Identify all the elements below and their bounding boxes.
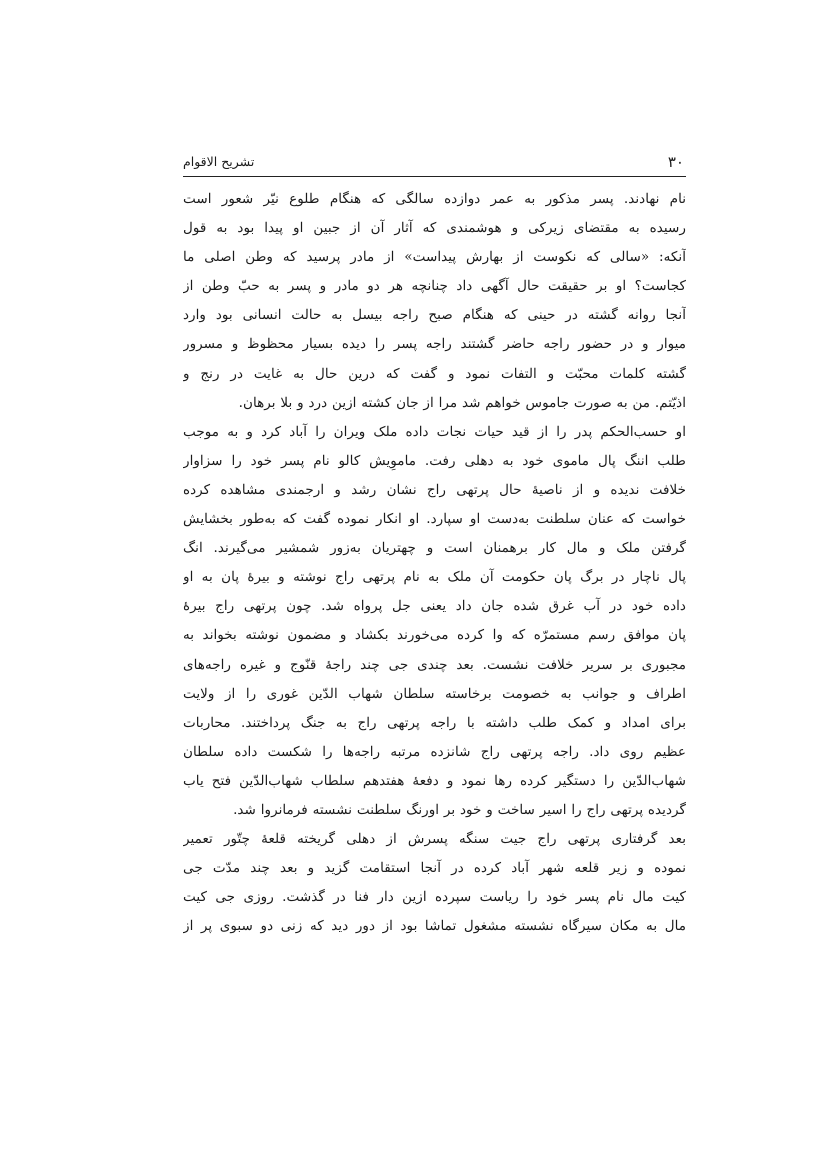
text-line: اذیّتم. من به صورت جاموس خواهم شد مرا از جان کشته ازین درد و بلا برهان. (238, 394, 686, 411)
text-line: طلب اننگ پال ماموی خود به دهلی رفت. ماموِیش کالو نام پسر خود را سزاوار (183, 452, 686, 469)
text-line: اطراف و جوانب به خصومت برخاسته سلطان شهاب الدّین غوری را از ولایت (183, 685, 686, 702)
text-line: میوار و در حضور راجه حاضر گشتند راجه پسر را دیده بسیار محظوظ و مسرور (183, 336, 686, 353)
text-line: خواست که عنان سلطنت به‌دست او سپارد. او انکار نموده گفت که به‌طور بخشایش (183, 511, 686, 528)
text-line: بعد گرفتاری پرتهی راج جیت سنگه پسرش از دهلی گریخته قلعهٔ چتّور تعمیر (183, 831, 686, 848)
text-line: گرفتن ملک و مال کار برهمنان است و چهتریان به‌زور شمشیر می‌گیرند. انگ (183, 540, 686, 557)
text-line: نام نهادند. پسر مذکور به عمر دوازده سالگی که هنگام طلوع نیّر شعور است (183, 191, 686, 207)
text-line: آنجا روانه گشته در حینی که هنگام صبح راجه بیسل به حالت انسانی بود وارد (183, 307, 686, 324)
text-line: برای امداد و کمک طلب داشته با راجه پرتهی راج به جنگ پرداختند. محاربات (183, 714, 686, 731)
header-divider (183, 176, 686, 177)
text-line: خلافت ندیده و از ناصیهٔ حال پرتهی راج نشان رشد و ارجمندی مشاهده کرده (183, 481, 686, 498)
text-line: گردیده پرتهی راج را اسیر ساخت و خود بر اورنگ سلطنت نشسته فرمانروا شد. (233, 801, 686, 818)
text-line: عظیم روی داد. راجه پرتهی راج شانزده مرتبه راجه‌ها را شکست داده سلطان (183, 743, 686, 760)
text-line: نموده و زیر قلعه شهر آباد کرده در آنجا استقامت گزید و بعد چند مدّت جی (183, 860, 686, 877)
text-line: پال ناچار در برگ پان حکومت آن ملک به نام پرتهی راج نوشته و بیرهٔ پان به او (183, 569, 686, 586)
page-number: ۳۰ (667, 153, 684, 171)
text-line: مال به مکان سیرگاه نشسته مشغول تماشا بود از دور دید که زنی دو سبوی پر از (183, 918, 686, 935)
text-line: داده خود در آب غرق شده جان داد یعنی جل پرواه شد. چون پرتهی راج بیرهٔ (183, 598, 686, 615)
text-line: رسیده به مقتضای زیرکی و هوشمندی که آثار آن از جبین او پیدا بود به قول (183, 220, 686, 237)
text-line: پان موافق رسم مستمرّه که وا کرده می‌خورند بکشاد و مضمون نوشته بخواند به (183, 627, 686, 644)
text-line: شهاب‌الدّین را دستگیر کرده رها نمود و دفعهٔ هفتدهم سلطاب شهاب‌الدّین فتح یاب (183, 772, 686, 789)
page-header (183, 147, 686, 177)
text-line: کجاست؟ او بر حقیقت حال آگهی داد چنانچه هر دو مادر و پسر به حبّ وطن از (183, 278, 686, 295)
text-line: کیت مال نام پسر خود را ریاست سپرده ازین دار فنا در گذشت. روزی جی کیت (183, 889, 686, 906)
text-line: مجبوری بر سریر خلافت نشست. بعد چندی جی چند راجهٔ قنّوج و غیره راجه‌های (183, 656, 686, 673)
text-line: گشته کلمات محبّت و التفات نمود و گفت که درین حال به غایت در رنج و (183, 365, 686, 382)
text-line: او حسب‌الحکم پدر را از قید حیات نجات داده ملک ویران را آباد کرد و به موجب (183, 423, 686, 440)
running-title: تشریح الاقوام (183, 154, 255, 169)
body-text (183, 185, 686, 941)
text-line: آنکه: «سالی که نکوست از بهارش پیداست» از مادر پرسید که وطن اصلی ما (183, 249, 686, 266)
